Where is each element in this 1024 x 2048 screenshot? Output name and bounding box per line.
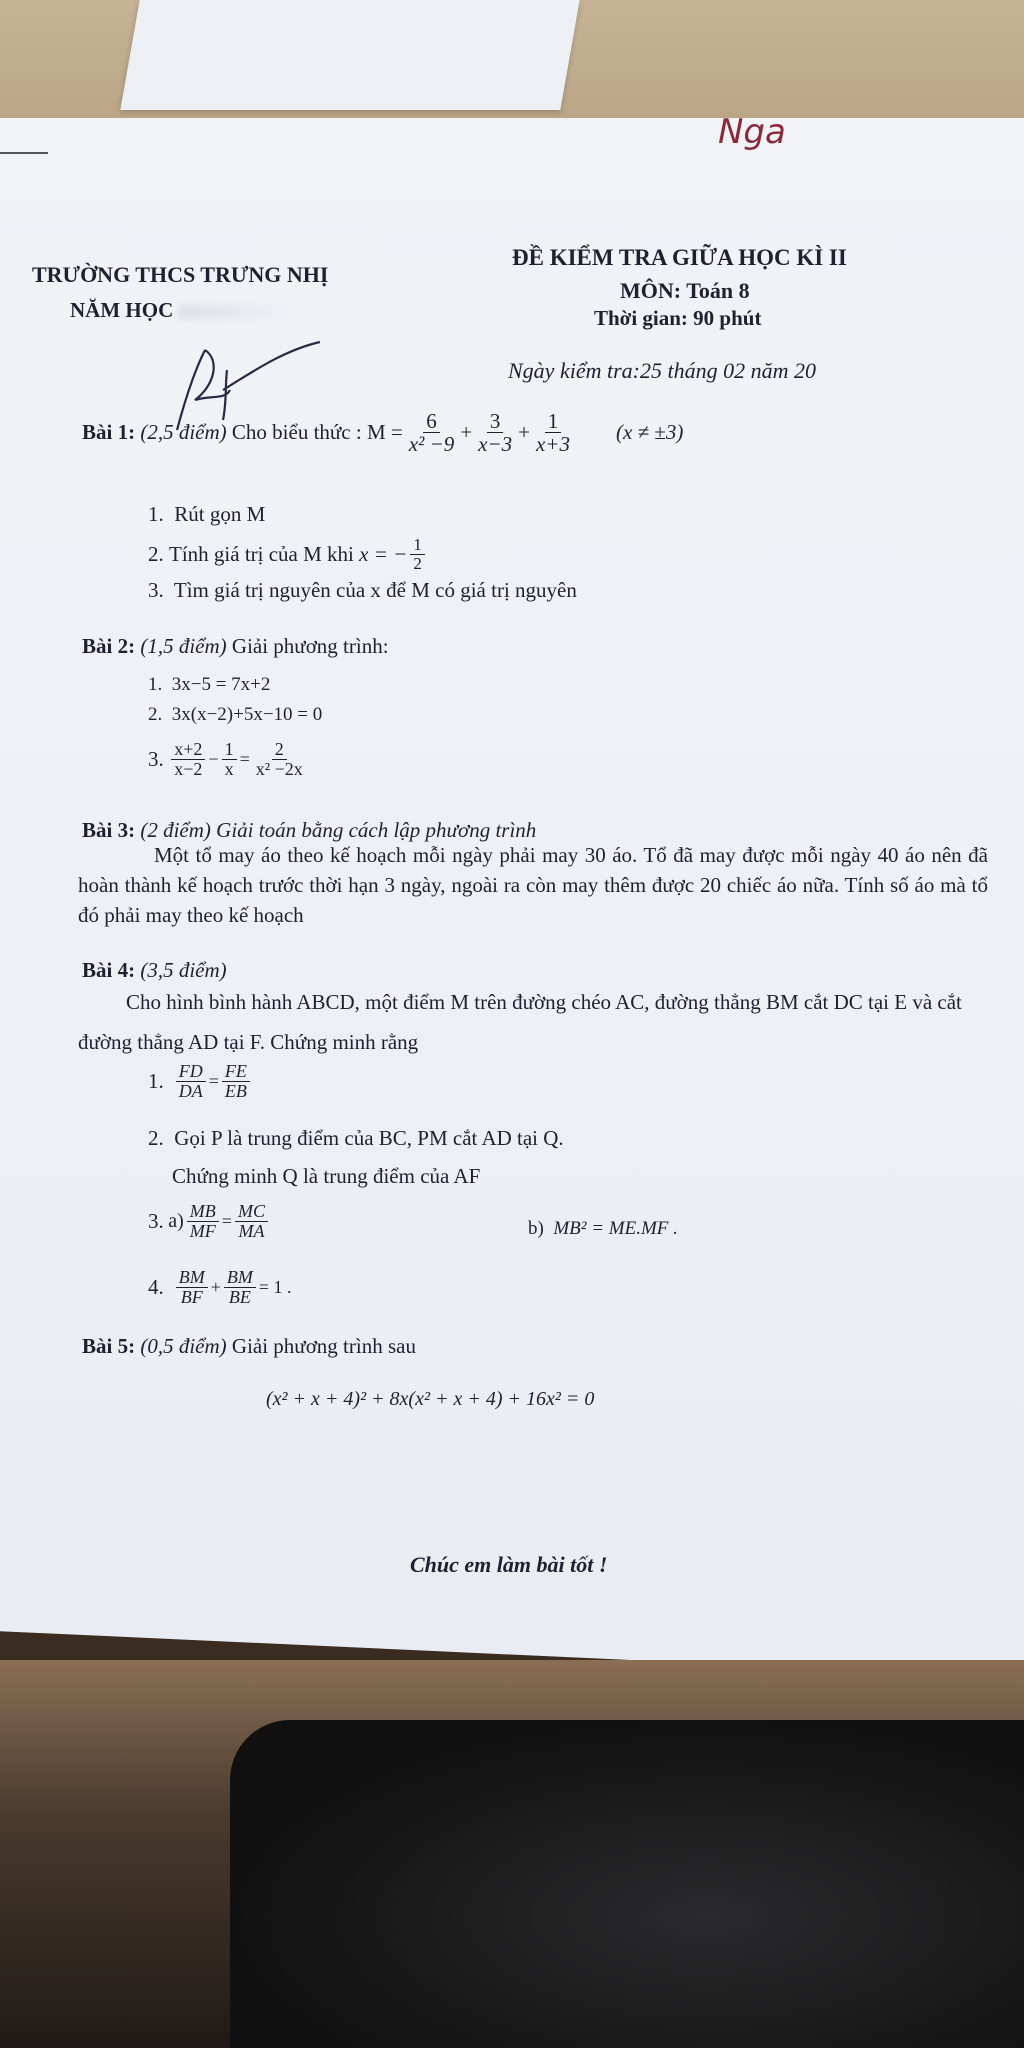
bai2-e3: 3. $\frac{x+2}{x-2}$ − $\frac{1}{x}$ = $\frac{2}{\text{x² −2x}}$ [148,739,303,779]
bai1-points: (2,5 điểm) [140,420,227,445]
bai4-q2b: Chứng minh Q là trung điểm của AF [172,1164,481,1188]
bai4-q3b: b) MB² = ME.MF . [528,1218,678,1239]
background-paper [120,0,579,110]
bai1-q1: 1. Rút gọn M [148,502,266,526]
bai1-fraction-1: $\frac{6}{\text{x² −9}}$ [408,409,455,457]
bai4-header: Bài 4: (3,5 điểm) [82,958,227,982]
dark-cloth [230,1720,1024,2048]
bai1-condition: (x ≠ ±3) [615,420,684,445]
exam-date: Ngày kiểm tra:25 tháng 02 năm 20 [508,358,816,383]
bai4-q2a: 2. Gọi P là trung điểm của BC, PM cắt AD tại Q. [148,1126,564,1150]
bai5-header: Bài 5: (0,5 điểm) Giải phương trình sau [82,1334,416,1358]
bai2-header: Bài 2: (1,5 điểm) Giải phương trình: [82,634,389,658]
bai1-q2: 2. Tính giá trị của M khi x = − $\frac{1}{2}$ [148,536,428,573]
exam-subject: MÔN: Toán 8 [620,278,750,303]
bai3-header: Bài 3: (2 điểm) Giải toán bằng cách lập phương trình [82,818,537,842]
bai4-q1: 1. $\frac{FD}{DA}$ = $\frac{FE}{EB}$ [148,1062,253,1101]
bai2-e1: 1. 3x−5 = 7x+2 [148,674,271,695]
bai4-q4: 4. $\frac{BM}{BF}$ + $\frac{BM}{BE}$ = 1 . [148,1267,292,1307]
bai4-text: Cho hình bình hành ABCD, một điểm M trên đường chéo AC, đường thẳng BM cắt DC tại E và cắt đường thẳng AD tại F. Chứng minh rằng [78,990,962,1054]
bai1-fraction-2: $\frac{3}{x-3}$ [478,409,513,457]
bai1-header: Bài 1: (2,5 điểm) Cho biểu thức : M = $\frac{6}{\text{x² −9}}$ + $\frac{3}{x-3}$ + $\frac{1}{x+3}$ (x ≠ ±3) [82,409,684,457]
bai1-label: Bài 1: [82,420,136,445]
bai1-q3: 3. Tìm giá trị nguyên của x để M có giá trị nguyên [148,578,577,602]
pen-mark [0,152,48,154]
school-name: TRƯỜNG THCS TRƯNG NHỊ [32,262,329,287]
bai4-q3a: 3. a) $\frac{MB}{MF}$ = $\frac{MC}{MA}$ [148,1202,271,1241]
exam-time: Thời gian: 90 phút [594,306,762,330]
school-year-label: NĂM HỌC [70,298,289,323]
bai1-fraction-3: $\frac{1}{x+3}$ [535,409,570,457]
closing-message: Chúc em làm bài tốt ! [410,1552,608,1577]
bai3-text: Một tổ may áo theo kế hoạch mỗi ngày phải may 30 áo. Tổ đã may được mỗi ngày 40 áo nên đã hoàn thành kế hoạch trước thời hạn 3 ngày, ngoài ra còn may thêm được 20 chiếc áo nữa. Tính số áo mà tổ đó phải may theo kế hoạch [78,843,988,927]
exam-title: ĐỀ KIỂM TRA GIỮA HỌC KÌ II [512,245,847,270]
bai1-intro: Cho biểu thức : M = [231,420,403,445]
handwritten-name: Nga [718,112,786,152]
bai5-equation: (x² + x + 4)² + 8x(x² + x + 4) + 16x² = 0 [266,1388,595,1410]
bai2-e2: 2. 3x(x−2)+5x−10 = 0 [148,704,323,725]
